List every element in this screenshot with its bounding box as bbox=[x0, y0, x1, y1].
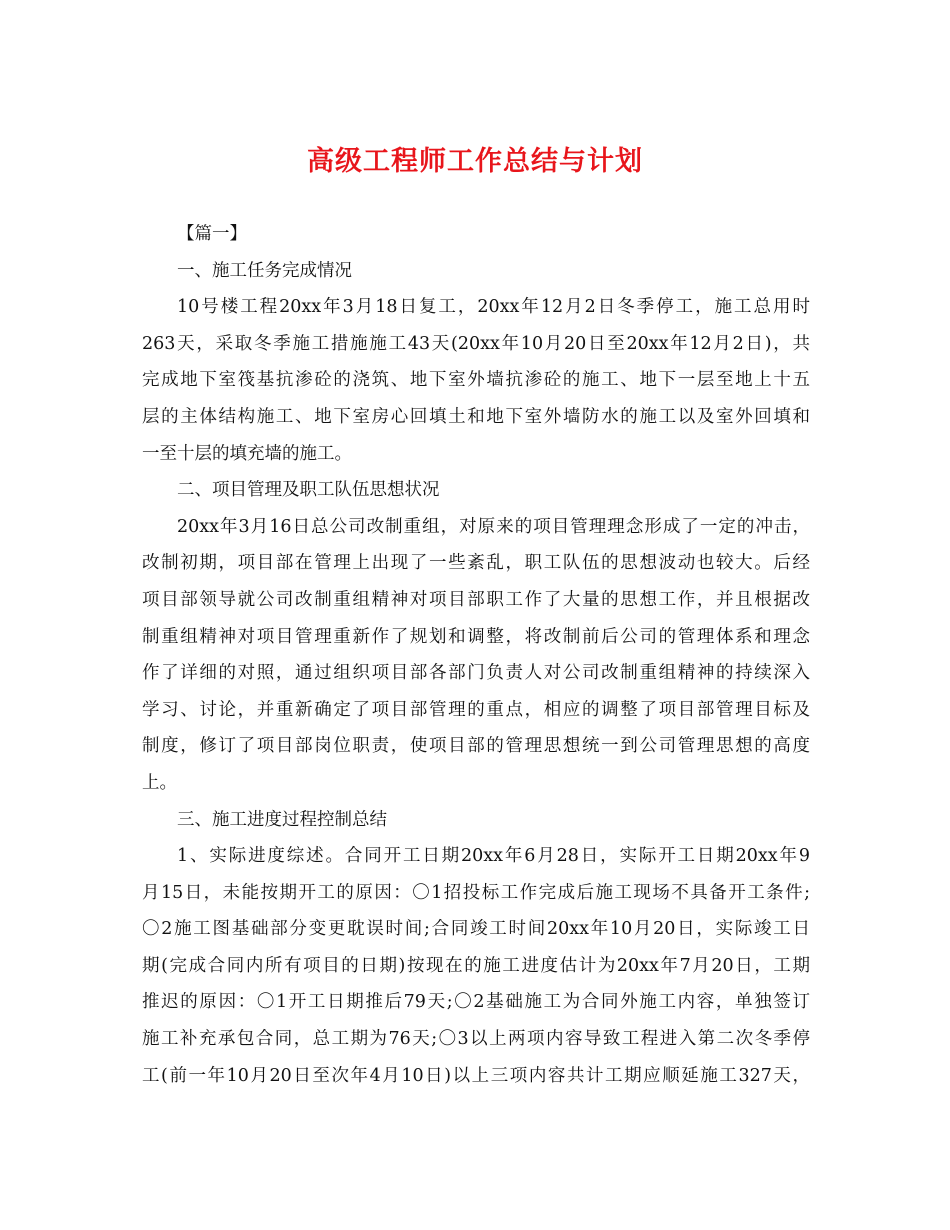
body-line: 〇2施工图基础部分变更耽误时间;合同竣工时间20xx年10月20日，实际竣工日 bbox=[142, 919, 810, 940]
body-line: 月15日，未能按期开工的原因：〇1招投标工作完成后施工现场不具备开工条件; bbox=[142, 882, 810, 903]
body-line: 期(完成合同内所有项目的日期)按现在的施工进度估计为20xx年7月20日，工期 bbox=[142, 955, 810, 976]
body-line: 制重组精神对项目管理重新作了规划和调整，将改制前后公司的管理体系和理念 bbox=[142, 626, 810, 647]
body-line: 制度，修订了项目部岗位职责，使项目部的管理思想统一到公司管理思想的高度 bbox=[142, 736, 810, 757]
document-title: 高级工程师工作总结与计划 bbox=[307, 146, 643, 177]
body-line: 1、实际进度综述。合同开工日期20xx年6月28日，实际开工日期20xx年9 bbox=[177, 846, 810, 867]
body-line: 改制初期，项目部在管理上出现了一些紊乱，职工队伍的思想波动也较大。后经 bbox=[142, 553, 810, 574]
body-line: 项目部领导就公司改制重组精神对项目部职工作了大量的思想工作，并且根据改 bbox=[142, 589, 810, 610]
document-body bbox=[142, 216, 810, 1094]
body-line: 10号楼工程20xx年3月18日复工，20xx年12月2日冬季停工，施工总用时 bbox=[177, 297, 810, 318]
body-line: 263天，采取冬季施工措施施工43天(20xx年10月20日至20xx年12月2日)，共 bbox=[142, 333, 810, 354]
body-line: 作了详细的对照，通过组织项目部各部门负责人对公司改制重组精神的持续深入 bbox=[142, 663, 810, 684]
body-line: 一至十层的填充墙的施工。 bbox=[142, 443, 352, 464]
body-line: 【篇一】 bbox=[177, 224, 247, 244]
body-line: 层的主体结构施工、地下室房心回填土和地下室外墙防水的施工以及室外回填和 bbox=[142, 406, 810, 427]
body-line: 二、项目管理及职工队伍思想状况 bbox=[177, 480, 440, 501]
body-line: 一、施工任务完成情况 bbox=[177, 260, 352, 281]
body-line: 20xx年3月16日总公司改制重组，对原来的项目管理理念形成了一定的冲击， bbox=[177, 516, 810, 537]
body-line: 上。 bbox=[142, 772, 177, 793]
body-line: 完成地下室筏基抗渗砼的浇筑、地下室外墙抗渗砼的施工、地下一层至地上十五 bbox=[142, 370, 810, 391]
body-line: 推迟的原因：〇1开工日期推后79天;〇2基础施工为合同外施工内容，单独签订 bbox=[142, 992, 810, 1013]
body-line: 学习、讨论，并重新确定了项目部管理的重点，相应的调整了项目部管理目标及 bbox=[142, 699, 810, 720]
body-line: 施工补充承包合同，总工期为76天;〇3以上两项内容导致工程进入第二次冬季停 bbox=[142, 1029, 810, 1050]
body-line: 工(前一年10月20日至次年4月10日)以上三项内容共计工期应顺延施工327天， bbox=[142, 1065, 810, 1086]
body-line: 三、施工进度过程控制总结 bbox=[177, 809, 387, 830]
